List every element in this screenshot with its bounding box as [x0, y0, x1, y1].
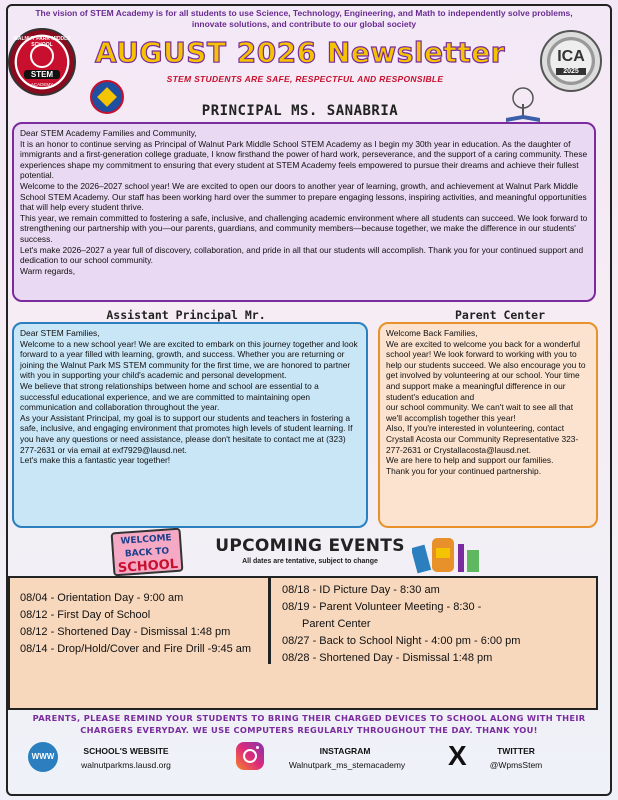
- website-link[interactable]: walnutparkms.lausd.org: [81, 760, 171, 770]
- pc-paragraph: Also, If you're interested in volunteering, contact Crystall Acosta our Community Representative 323-277-2631 or Crystallacosta@lausd.net.: [386, 423, 579, 455]
- back-to-school-badge: [111, 528, 184, 577]
- book-tree-icon: [498, 86, 548, 126]
- ap-paragraph: Dear STEM Families,: [20, 328, 100, 338]
- school-supplies-icon: [412, 532, 482, 574]
- website-label: SCHOOL'S WEBSITE: [83, 746, 169, 756]
- event-item: 08/19 - Parent Volunteer Meeting - 8:30 -: [282, 601, 482, 613]
- badge-line: BACK TO: [124, 546, 170, 560]
- device-reminder: PARENTS, PLEASE REMIND YOUR STUDENTS TO BRING THEIR CHARGED DEVICES TO SCHOOL ALONG WITH THEIR CHARGERS EVERYDAY. WE USE COMPUTERS REGULARLY THROUGHOUT THE DAY. THANK YOU!: [32, 713, 586, 735]
- events-note: All dates are tentative, subject to change: [242, 558, 378, 565]
- instagram-icon[interactable]: [236, 742, 264, 770]
- instagram-label: INSTAGRAM: [319, 746, 371, 756]
- atom-icon: [30, 44, 54, 68]
- events-divider: [268, 576, 271, 664]
- pbis-award-badge: [540, 30, 602, 92]
- ap-paragraph: Welcome to a new school year! We are excited to embark on this journey together and look forward to a year filled with learning, growth, and success. Whether you are returning or joining the Walnut Park MS STEM community for the first time, we are honored to partner with you in supporting your child's academic and personal development.: [20, 338, 358, 381]
- logo-ring-text: WALNUT PARK MIDDLE SCHOOL: [13, 36, 71, 48]
- ap-paragraph: Let's make this a fantastic year together!: [20, 455, 171, 466]
- globe-icon: WWW: [28, 742, 58, 772]
- pc-paragraph: Welcome Back Families,: [386, 328, 478, 338]
- principal-paragraph: This year, we remain committed to fostering a safe, inclusive, and challenging academic environment where all students can succeed. We look forward to strengthening our partnership with you—our parents, guardians, and community members—because together, we make the difference in our students' success.: [20, 212, 588, 244]
- newsletter-subtitle: STEM STUDENTS ARE SAFE, RESPECTFUL AND RESPONSIBLE: [166, 74, 444, 84]
- event-item: 08/04 - Orientation Day - 9:00 am: [20, 592, 184, 604]
- event-item: 08/18 - ID Picture Day - 8:30 am: [282, 584, 440, 596]
- newsletter-title: AUGUST 2026 Newsletter: [94, 36, 506, 69]
- event-item: 08/28 - Shortened Day - Dismissal 1:48 pm: [282, 652, 493, 664]
- logo-academy-text: ACADEMY: [30, 82, 54, 87]
- parent-center-box: [378, 322, 598, 528]
- pc-paragraph: We are here to help and support our families.: [386, 455, 554, 466]
- badge-line: WELCOME: [120, 533, 173, 547]
- badge-line: SCHOOL: [117, 556, 179, 577]
- school-logo: [8, 28, 76, 96]
- pc-paragraph: Thank you for your continued partnership.: [386, 465, 542, 476]
- event-item-continued: Parent Center: [302, 618, 371, 630]
- instagram-handle[interactable]: Walnutpark_ms_stemacademy: [288, 760, 406, 770]
- x-twitter-icon[interactable]: X: [448, 740, 467, 771]
- principal-paragraph: Warm regards,: [20, 265, 76, 276]
- event-item: 08/14 - Drop/Hold/Cover and Fire Drill -9:45 am: [20, 643, 252, 655]
- state-seal-icon: [90, 80, 124, 114]
- assistant-principal-box: [12, 322, 368, 528]
- twitter-handle[interactable]: @WpmsStem: [489, 760, 543, 770]
- ap-paragraph: As your Assistant Principal, my goal is to support our students and teachers in fostering a safe, inclusive, and engaging environment that promotes high levels of student learning. If you have any questions or need assistance, please don't hesitate to contact me at (323) 277-2631 or via email at exf7929@lausd.net.: [20, 412, 353, 455]
- principal-paragraph: Dear STEM Academy Families and Community,: [20, 128, 197, 138]
- events-title: UPCOMING EVENTS: [215, 536, 405, 556]
- principal-paragraph: It is an honor to continue serving as Principal of Walnut Park Middle School STEM Academy as I begin my 30th year in education. As the daughter of immigrants and a first-generation college graduate, I know firsthand the power of hard work, perseverance, and the support of a caring community. These experiences shape my commitment to ensuring that every student at STEM Academy feels empowered to pursue their dreams and achieve their fullest potential.: [20, 138, 588, 181]
- twitter-label: TWITTER: [497, 746, 535, 756]
- principal-paragraph: Welcome to the 2026–2027 school year! We are excited to open our doors to another year of learning, growth, and achievement at Walnut Park Middle School STEM Academy. Our staff has been working hard over the summer to prepare engaging lessons, inspiring activities, and meaningful opportunities that will help every student thrive.: [20, 180, 587, 213]
- logo-stem-text: STEM: [24, 70, 60, 79]
- vision-statement: The vision of STEM Academy is for all students to use Science, Technology, Engineering, and Math to independently solve problems, innovate solutions, and contribute to our global society: [35, 8, 573, 29]
- principal-paragraph: Let's make 2026–2027 a year full of discovery, collaboration, and pride in all that our students will accomplish. Thank you for your continued support and dedication to our school community.: [20, 244, 584, 266]
- events-right-column: [282, 582, 582, 667]
- parent-center-title: Parent Center: [454, 308, 545, 322]
- event-item: 08/12 - First Day of School: [20, 609, 151, 621]
- events-left-column: [20, 590, 264, 658]
- ap-paragraph: We believe that strong relationships between home and school are essential to a successful educational experience, and we are committed to maintaining open communication and collaboration throughout the year.: [20, 380, 319, 413]
- principal-section-title: PRINCIPAL MS. SANABRIA: [201, 103, 399, 119]
- event-item: 08/27 - Back to School Night - 4:00 pm - 6:00 pm: [282, 635, 521, 647]
- pc-paragraph: We are excited to welcome you back for a wonderful school year! We look forward to working with you to help our students succeed. We also encourage you to get involved by volunteering at our school. Your time and support make a meaningful difference in our student's education and: [386, 338, 586, 402]
- pc-paragraph: our school community. We can't wait to see all that we'll accomplish together this year!: [386, 402, 574, 423]
- principal-message-box: [12, 122, 596, 302]
- event-item: 08/12 - Shortened Day - Dismissal 1:48 pm: [20, 626, 231, 638]
- assistant-principal-title: Assistant Principal Mr.: [106, 308, 266, 322]
- award-year: 2025: [556, 68, 586, 75]
- award-initials: ICA: [557, 48, 585, 65]
